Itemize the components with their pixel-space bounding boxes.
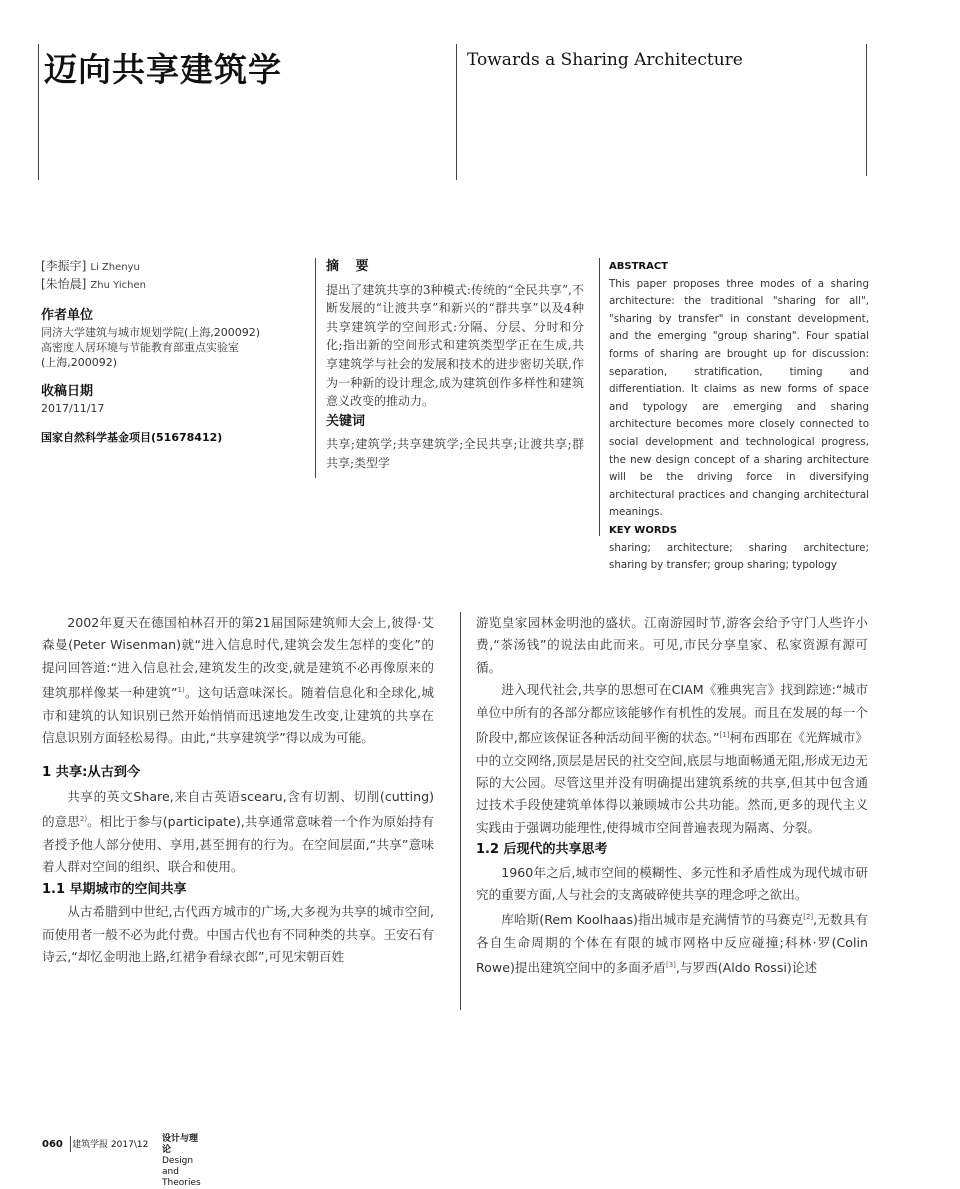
citation-ref[interactable]: 2) (79, 815, 88, 824)
received-heading: 收稿日期 (41, 384, 94, 399)
abstract-en-text: This paper proposes three modes of a sharing architecture: the traditional "sharing for all", "sharing by transfer" in constant development, and the emerging "group sharing". Four spatial forms of sharing are brought up for discussion: separation, stratification, timing and differentiation. It claims as new forms of space and typology are emerging and sharing architecture becomes more closely connected to social development and technological progress, the new design concept of a sharing architecture will be the driving force in diversifying architectural practices and changing architectural meanings. (609, 277, 869, 519)
abstract-divider-left (315, 258, 316, 478)
paragraph: 从古希腊到中世纪,古代西方城市的广场,大多视为共享的城市空间,而使用者一般不必为此付费。中国古代也有不同种类的共享。王安石有诗云,“却忆金明池上路,红裙争看绿衣郎”,可见宋朝百姓 (42, 904, 434, 965)
paragraph (476, 679, 868, 839)
abstract-en (609, 258, 869, 575)
keywords-en-text: sharing; architecture; sharing architecture; sharing by transfer; group sharing; typology (609, 541, 869, 572)
paragraph-text: 库哈斯(Rem Koolhaas)指出城市是充满情节的马赛克 (501, 912, 804, 928)
section-name-cn: 设计与理论 (162, 1134, 199, 1155)
author-2 (41, 276, 301, 294)
abstract-en-heading: ABSTRACT (609, 261, 668, 272)
author-2-cn: [朱怡晨] (41, 277, 87, 291)
paragraph-text: 。相比于参与(participate),共享通常意味着一个作为原始持有者授予他人部分使用、享用,甚至拥有的行为。在空间层面,“共享”意味着人群对空间的组织、联合和使用。 (42, 814, 435, 875)
paragraph (476, 906, 868, 980)
article-title-cn: 迈向共享建筑学 (44, 50, 282, 89)
abstract-cn-heading: 摘 要 (326, 259, 375, 274)
body-column-right (476, 612, 868, 980)
received-date: 2017/11/17 (41, 402, 105, 415)
footer-rule (70, 1136, 71, 1152)
affiliation-line-1: 同济大学建筑与城市规划学院(上海,200092) (41, 326, 261, 339)
author-1-cn: [李振宇] (41, 259, 87, 273)
fund-info: 国家自然科学基金项目(51678412) (41, 431, 223, 444)
page-number: 060 (42, 1139, 63, 1150)
title-mid-rule (456, 44, 457, 180)
paragraph-text: 柯布西耶在《光辉城市》中的立交网络,顶层是居民的社交空间,底层与地面畅通无阻,形成无边无际的大公园。尽管这里并没有明确提出建筑系统的共享,但其中包含通过技术手段使建筑单体得以兼顾城市公共功能。然而,更多的现代主义实践由于强调功能理性,使得城市空间普遍表现为隔离、分裂。 (476, 730, 868, 835)
paragraph (42, 612, 434, 750)
paragraph: 1960年之后,城市空间的模糊性、多元性和矛盾性成为现代城市研究的重要方面,人与社会的支离破碎使共享的理念呼之欲出。 (476, 864, 868, 903)
paragraph-text: ,与罗西(Aldo Rossi)论述 (675, 960, 818, 976)
affiliation-line-2: 高密度人居环境与节能教育部重点实验室 (41, 341, 239, 354)
paragraph-text: 2002年夏天在德国柏林召开的第21届国际建筑师大会上,彼得·艾森曼(Peter Wisenman)就“进入信息时代,建筑会发生怎样的变化”的提问回答道:“进入信息社会,建筑发生的改变,就是建筑不必再像原来的建筑那样像某一种建筑” (42, 615, 434, 701)
paragraph (42, 786, 434, 879)
author-2-en: Zhu Yichen (90, 280, 146, 291)
affiliation-heading: 作者单位 (41, 308, 94, 323)
author-1 (41, 258, 301, 276)
body-column-left (42, 612, 434, 968)
abstract-cn (326, 258, 584, 473)
citation-ref[interactable]: [1] (719, 731, 730, 740)
author-1-en: Li Zhenyu (90, 262, 140, 273)
affiliation-line-3: (上海,200092) (41, 356, 118, 369)
paragraph-text: ,无数具有各自生命周期的个体在有限的城市网格中反应碰撞;科林·罗(Colin Rowe)提出建筑空间中的多面矛盾 (476, 912, 868, 976)
section-name-en: Design and Theories (162, 1156, 201, 1188)
body-column-divider (460, 612, 461, 1010)
paragraph-text: 。这句话意味深长。随着信息化和全球化,城市和建筑的认知识别已然开始悄悄而迅速地发生改变,让建筑的共享在信息识别方面轻松易得。由此,“共享建筑学”得以成为可能。 (42, 685, 434, 746)
author-meta (41, 258, 301, 445)
citation-ref[interactable]: [3] (665, 961, 676, 970)
paragraph: 游览皇家园林金明池的盛状。江南游园时节,游客会给予守门人些许小费,“茶汤钱”的说法由此而来。可见,市民分享皇家、私家资源有源可循。 (476, 615, 868, 675)
keywords-cn-heading: 关键词 (326, 413, 366, 429)
paragraph-text: 共享的英文Share,来自古英语scearu,含有切割、切削(cutting)的意思 (42, 789, 434, 830)
citation-ref[interactable]: [2] (803, 913, 814, 922)
section-heading-1-2: 1.2 后现代的共享思考 (476, 842, 608, 858)
title-right-rule (866, 44, 867, 176)
abstract-divider-right (599, 258, 600, 536)
keywords-cn-text: 共享;建筑学;共享建筑学;全民共享;让渡共享;群共享;类型学 (326, 437, 584, 470)
paragraph-text: 进入现代社会,共享的思想可在CIAM《雅典宪言》找到踪迹:“城市单位中所有的各部分都应该能够作有机性的发展。而且在发展的每一个阶段中,都应该保证各种活动间平衡的状态。” (476, 682, 868, 746)
footer-section (162, 1134, 201, 1189)
journal-issue: 建筑学报 2017\12 (72, 1140, 149, 1150)
section-heading-1: 1 共享:从古到今 (42, 764, 141, 780)
citation-ref[interactable]: 1) (177, 686, 185, 695)
keywords-en-heading: KEY WORDS (609, 524, 678, 536)
section-heading-1-1: 1.1 早期城市的空间共享 (42, 881, 187, 897)
title-left-rule (38, 44, 39, 180)
page-footer (42, 1134, 201, 1188)
abstract-cn-text: 提出了建筑共享的3种模式:传统的“全民共享”,不断发展的“让渡共享”和新兴的“群共享”以及4种共享建筑学的空间形式:分隔、分层、分时和分化;指出新的空间形式和建筑类型学正在生成,共享建筑学与社会的发展和技术的进步密切关联,作为一种新的设计理念,成为建筑创作多样性和建筑意义改变的推动力。 (326, 282, 584, 409)
article-title-en: Towards a Sharing Architecture (467, 50, 743, 70)
